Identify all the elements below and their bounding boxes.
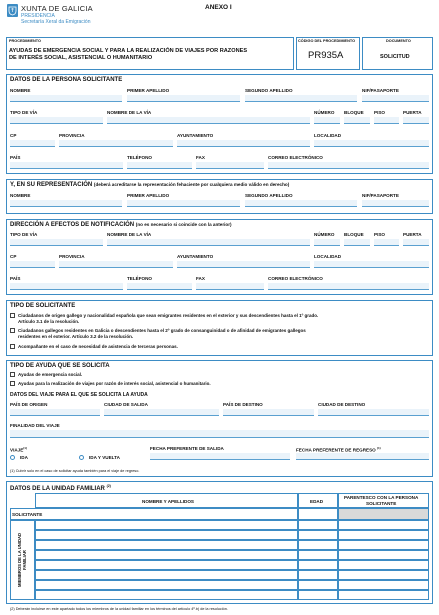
procedure-label: PROCEDIMIENTO [9, 39, 41, 43]
family-member-relation[interactable] [338, 530, 429, 540]
not-provincia-input[interactable] [59, 261, 173, 268]
not-email-input[interactable] [268, 283, 429, 290]
family-title-superscript: (2) [106, 484, 111, 488]
telefono-input[interactable] [127, 162, 192, 169]
aid-emergency-checkbox[interactable] [10, 372, 15, 377]
family-members-side-label-text [18, 533, 28, 587]
not-label-cp: CP [10, 254, 17, 259]
nombre-input[interactable] [10, 95, 122, 102]
nombre-via-input[interactable] [107, 117, 310, 124]
segundo-apellido-input[interactable] [245, 95, 357, 102]
label-puerta: PUERTA [403, 110, 422, 115]
not-bloque-input[interactable] [344, 239, 370, 246]
not-label-email: CORREO ELECTRÓNICO [268, 276, 323, 281]
label-numero: NÚMERO [314, 110, 335, 115]
shield-icon [7, 4, 18, 17]
not-cp-input[interactable] [10, 261, 55, 268]
not-nombre-via-input[interactable] [107, 239, 310, 246]
rep-label-primer-apellido: PRIMER APELLIDO [127, 193, 170, 198]
family-member-age[interactable] [298, 580, 338, 590]
aid-emergency-label: Ayudas de emergencia social. [18, 372, 83, 377]
applicant-type-option3-checkbox[interactable] [10, 344, 15, 349]
not-label-nombre-via: NOMBRE DE LA VÍA [107, 232, 152, 237]
family-member-age[interactable] [298, 520, 338, 530]
family-member-row[interactable] [35, 570, 298, 580]
code-label: CÓDIGO DEL PROCEDIMIENTO [298, 39, 356, 43]
family-member-relation[interactable] [338, 580, 429, 590]
procedure-code: PR935A [308, 50, 344, 61]
not-piso-input[interactable] [374, 239, 399, 246]
label-primer-apellido: PRIMER APELLIDO [127, 88, 170, 93]
not-label-telefono: TELÉFONO [127, 276, 153, 281]
family-solicitante-name-cell[interactable] [35, 508, 298, 520]
label-finalidad: FINALIDAD DEL VIAJE [10, 423, 60, 428]
representation-note: (deberá acreditarse la representación fehaciente por cualquiera medio válido en derecho) [93, 182, 290, 187]
label-pais-destino: PAÍS DE DESTINO [223, 402, 263, 407]
not-label-numero: NÚMERO [314, 232, 335, 237]
not-telefono-input[interactable] [127, 283, 192, 290]
applicant-type-title: TIPO DE SOLICITANTE [10, 303, 76, 309]
document-label: DOCUMENTO [386, 39, 411, 43]
department: PRESIDENCIA [21, 13, 55, 19]
label-fax: FAX [196, 155, 205, 160]
notification-section-title [10, 222, 232, 228]
viaje-text: VIAJE [10, 447, 24, 453]
not-numero-input[interactable] [314, 239, 340, 246]
label-ciudad-salida: CIUDAD DE SALIDA [104, 402, 148, 407]
label-cp: CP [10, 133, 17, 138]
family-member-age[interactable] [298, 590, 338, 600]
notification-note: (no es necesario si coincide con la anterior) [135, 222, 232, 227]
applicant-type-option1-line2: Artículo 3.1 de la resolución. [18, 319, 80, 324]
aid-travel-checkbox[interactable] [10, 381, 15, 386]
pais-input[interactable] [10, 162, 123, 169]
rep-nombre-input[interactable] [10, 200, 122, 207]
label-nombre-via: NOMBRE DE LA VÍA [107, 110, 152, 115]
rep-primer-apellido-input[interactable] [127, 200, 240, 207]
cp-input[interactable] [10, 140, 55, 147]
label-nombre: NOMBRE [10, 88, 31, 93]
procedure-title-line1: AYUDAS DE EMERGENCIA SOCIAL Y PARA LA REALIZACIÓN DE VIAJES POR RAZONES [9, 48, 248, 54]
label-provincia: PROVINCIA [59, 133, 85, 138]
label-localidad: LOCALIDAD [314, 133, 342, 138]
rep-label-nif: NIF/PASAPORTE [362, 193, 399, 198]
label-tipo-via: TIPO DE VÍA [10, 110, 38, 115]
not-label-provincia: PROVINCIA [59, 254, 85, 259]
trip-data-title: DATOS DEL VIAJE PARA EL QUE SE SOLICITA LA AYUDA [10, 392, 148, 398]
ayuntamiento-input[interactable] [177, 140, 310, 147]
aid-footnote: (1) Cubrir solo en el caso de solicitar ayuda también para el viaje de regreso. [10, 469, 140, 473]
family-member-relation[interactable] [338, 540, 429, 550]
ida-vuelta-radio[interactable] [79, 455, 84, 460]
numero-input[interactable] [314, 117, 340, 124]
not-label-piso: PISO [374, 232, 385, 237]
family-col-parentesco-line2: SOLICITANTE [366, 501, 397, 506]
applicant-type-option2-line2: residentes en el exterior. Artículo 3.2 de la resolución. [18, 334, 134, 339]
family-member-row[interactable] [35, 590, 298, 600]
applicant-type-option1-checkbox[interactable] [10, 313, 15, 318]
family-solicitante-relation-cell [338, 508, 429, 520]
aid-travel-label: Ayudas para la realización de viajes por razón de interés social, asistencial o humanitario. [18, 381, 211, 386]
puerta-input[interactable] [403, 117, 429, 124]
family-members-side-label [10, 520, 35, 600]
family-member-relation[interactable] [338, 570, 429, 580]
fax-input[interactable] [196, 162, 264, 169]
ciudad-salida-input[interactable] [104, 409, 219, 416]
family-col-nombre: NOMBRE Y APELLIDOS [142, 499, 194, 504]
not-label-bloque: BLOQUE [344, 232, 364, 237]
family-side-line2: FAMILIAR [22, 550, 28, 570]
rep-segundo-apellido-input[interactable] [245, 200, 357, 207]
ida-vuelta-label: IDA Y VUELTA [89, 455, 120, 460]
family-member-relation[interactable] [338, 520, 429, 530]
family-row-solicitante-label: SOLICITANTE [12, 512, 43, 517]
label-pais-origen: PAÍS DE ORIGEN [10, 402, 48, 407]
label-fecha-salida: FECHA PREFERENTE DE SALIDA [150, 446, 224, 451]
family-member-age[interactable] [298, 540, 338, 550]
not-localidad-input[interactable] [314, 261, 429, 268]
notification-title: DIRECCIÓN A EFECTOS DE NOTIFICACIÓN [10, 222, 135, 228]
tipo-via-input[interactable] [10, 117, 103, 124]
family-member-relation[interactable] [338, 550, 429, 560]
label-fecha-regreso [296, 446, 381, 453]
rep-nif-input[interactable] [362, 200, 429, 207]
label-segundo-apellido: SEGUNDO APELLIDO [245, 88, 293, 93]
rep-label-segundo-apellido: SEGUNDO APELLIDO [245, 193, 293, 198]
not-puerta-input[interactable] [403, 239, 429, 246]
family-member-relation[interactable] [338, 560, 429, 570]
ida-label: IDA [20, 455, 28, 460]
procedure-title-line2: DE INTERÉS SOCIAL, ASISTENCIAL O HUMANITARIO [9, 55, 153, 61]
label-telefono: TELÉFONO [127, 155, 153, 160]
not-tipo-via-input[interactable] [10, 239, 103, 246]
finalidad-input[interactable] [10, 430, 429, 438]
label-piso: PISO [374, 110, 385, 115]
applicant-section-title: DATOS DE LA PERSONA SOLICITANTE [10, 77, 123, 83]
family-member-age[interactable] [298, 530, 338, 540]
family-member-age[interactable] [298, 550, 338, 560]
label-ayuntamiento: AYUNTAMIENTO [177, 133, 214, 138]
fecha-salida-input[interactable] [150, 453, 290, 460]
family-member-row[interactable] [35, 560, 298, 570]
xunta-logo [7, 4, 18, 17]
annex-label: ANEXO I [205, 4, 232, 11]
subdepartment: Secretaría Xeral da Emigración [21, 19, 91, 25]
not-label-pais: PAÍS [10, 276, 21, 281]
family-col-edad: EDAD [310, 499, 324, 504]
applicant-type-option1-line1: Ciudadanos de origen gallego y nacionalidad española que sean emigrantes residentes en el exterior y sus descendientes hasta el 1º grado. [18, 313, 319, 318]
pais-origen-input[interactable] [10, 409, 100, 416]
not-label-puerta: PUERTA [403, 232, 422, 237]
rep-label-nombre: NOMBRE [10, 193, 31, 198]
family-solicitante-age-cell[interactable] [298, 508, 338, 520]
family-member-age[interactable] [298, 570, 338, 580]
nif-input[interactable] [362, 95, 429, 102]
piso-input[interactable] [374, 117, 399, 124]
label-viaje [10, 446, 27, 453]
ciudad-destino-input[interactable] [318, 409, 429, 416]
applicant-type-option2-checkbox[interactable] [10, 328, 15, 333]
representation-title: Y, EN SU REPRESENTACIÓN [10, 182, 93, 188]
applicant-type-option2-line1: Ciudadanos gallegos residentes en Galicia o descendientes hasta el 2º grado de consanguinidad o de afinidad de emigrantes gallegos [18, 328, 306, 333]
family-member-row[interactable] [35, 580, 298, 590]
representation-section-title [10, 182, 289, 188]
document-type: SOLICITUD [380, 54, 410, 60]
family-footnote: (2) Deberán incluirse en este apartado todos los miembros de la unidad familiar en los términos del artículo 4º.b) de la resolución. [10, 607, 228, 611]
pais-destino-input[interactable] [223, 409, 314, 416]
not-ayuntamiento-input[interactable] [177, 261, 310, 268]
viaje-superscript: (1) [23, 446, 27, 450]
aid-type-title: TIPO DE AYUDA QUE SE SOLICITA [10, 363, 110, 369]
not-label-tipo-via: TIPO DE VÍA [10, 232, 38, 237]
fecha-regreso-text: FECHA PREFERENTE DE REGRESO [296, 447, 376, 453]
fecha-regreso-superscript: (1) [377, 446, 381, 450]
localidad-input[interactable] [314, 140, 429, 147]
primer-apellido-input[interactable] [127, 95, 240, 102]
family-member-row[interactable] [35, 530, 298, 540]
logo-text: XUNTA DE GALICIA [21, 4, 93, 13]
email-input[interactable] [268, 162, 429, 169]
ida-radio[interactable] [10, 455, 15, 460]
label-nif: NIF/PASAPORTE [362, 88, 399, 93]
not-label-localidad: LOCALIDAD [314, 254, 342, 259]
not-label-fax: FAX [196, 276, 205, 281]
not-fax-input[interactable] [196, 283, 264, 290]
label-pais: PAÍS [10, 155, 21, 160]
family-title-text: DATOS DE LA UNIDAD FAMILIAR [10, 486, 105, 492]
not-label-ayuntamiento: AYUNTAMIENTO [177, 254, 214, 259]
bloque-input[interactable] [344, 117, 370, 124]
applicant-type-option3: Acompañante en el caso de necesidad de asistencia de terceras personas. [18, 344, 178, 349]
family-member-age[interactable] [298, 560, 338, 570]
label-ciudad-destino: CIUDAD DE DESTINO [318, 402, 366, 407]
label-email: CORREO ELECTRÓNICO [268, 155, 323, 160]
family-member-row[interactable] [35, 540, 298, 550]
family-side-line1: MIEMBROS DE LA UNIDAD [17, 532, 23, 588]
family-section-title [10, 484, 111, 492]
family-col-parentesco-line1: PARENTESCO CON LA PERSONA [344, 495, 419, 500]
not-pais-input[interactable] [10, 283, 123, 290]
provincia-input[interactable] [59, 140, 173, 147]
label-bloque: BLOQUE [344, 110, 364, 115]
family-member-row[interactable] [35, 550, 298, 560]
family-member-relation[interactable] [338, 590, 429, 600]
family-member-row[interactable] [35, 520, 298, 530]
fecha-regreso-input[interactable] [296, 453, 429, 460]
